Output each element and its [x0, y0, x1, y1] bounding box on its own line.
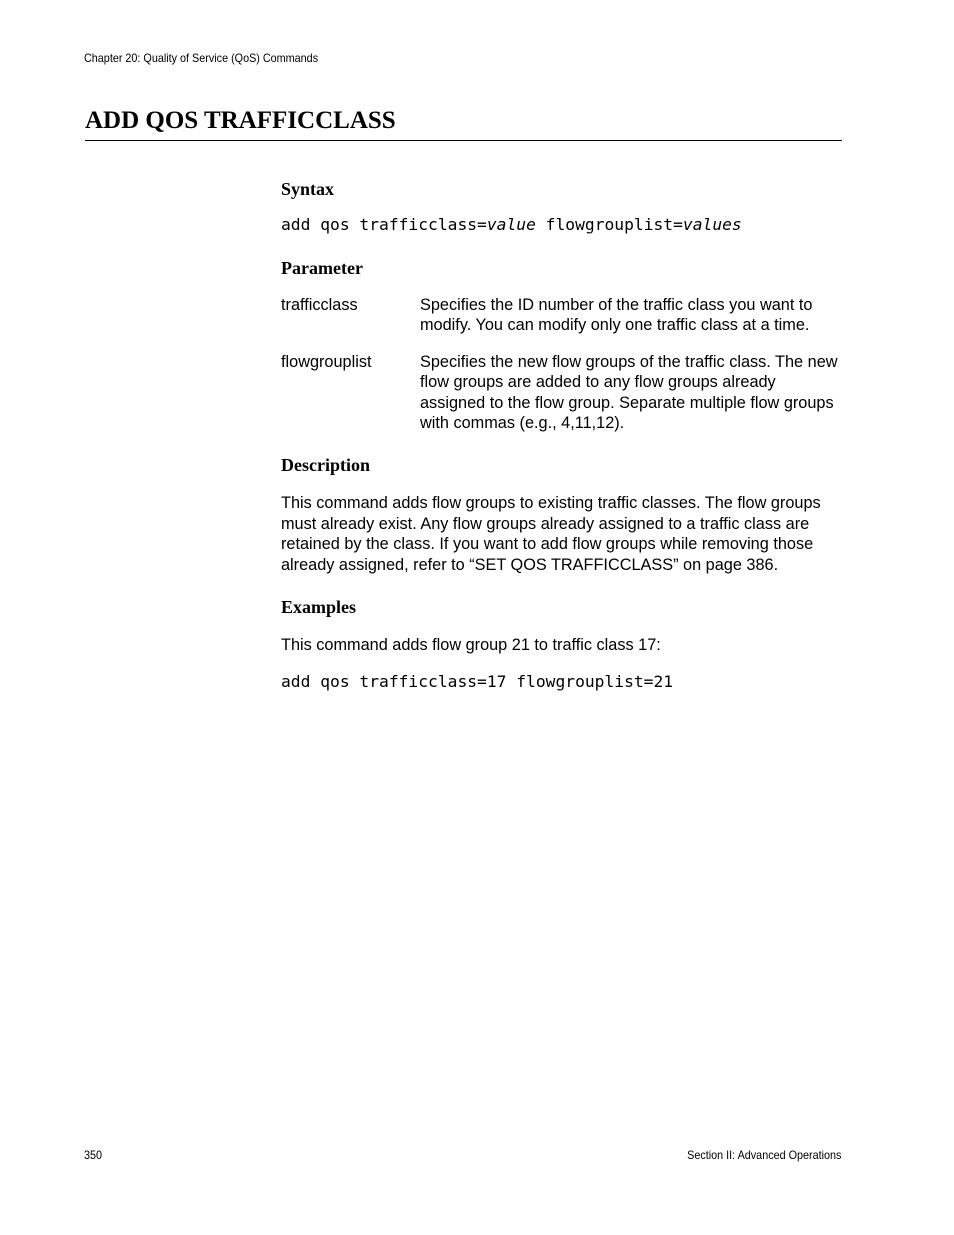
example-code: add qos trafficclass=17 flowgrouplist=21 — [281, 672, 674, 692]
parameter-heading: Parameter — [281, 258, 363, 278]
page-title: ADD QOS TRAFFICCLASS — [85, 106, 842, 141]
syntax-heading: Syntax — [281, 179, 335, 199]
parameter-name: flowgrouplist — [281, 352, 372, 371]
syntax-command-part: flowgrouplist= — [535, 215, 683, 234]
description-text: This command adds flow groups to existing traffic classes. The flow groups must already exist. Any flow groups already assigned to a traffic class are retained by the class. If you want to add flow groups while removing those already assigned, refer to “SET QOS TRAFFICCLASS” on page 386. — [281, 494, 821, 574]
running-head: Chapter 20: Quality of Service (QoS) Commands — [84, 51, 319, 65]
command-content — [281, 178, 843, 692]
footer-section: Section II: Advanced Operations — [686, 1148, 841, 1162]
parameter-description: Specifies the new flow groups of the traffic class. The new flow groups are added to any flow groups already assigned to the flow group. Separate multiple flow groups with commas (e.g., 4,11,12). — [420, 352, 838, 433]
syntax-command-part: add qos trafficclass= — [281, 215, 487, 234]
parameter-row — [281, 352, 843, 434]
parameter-row — [281, 295, 843, 336]
parameter-description: Specifies the ID number of the traffic class you want to modify. You can modify only one traffic class at a time. — [420, 296, 813, 335]
syntax-argument: values — [682, 215, 742, 234]
examples-heading: Examples — [281, 597, 357, 618]
example-intro: This command adds flow group 21 to traffic class 17: — [281, 636, 661, 655]
page-number: 350 — [84, 1148, 103, 1162]
parameter-name: trafficclass — [281, 296, 358, 314]
syntax-argument: value — [486, 215, 536, 234]
description-heading: Description — [281, 455, 370, 476]
syntax-code — [281, 215, 843, 235]
